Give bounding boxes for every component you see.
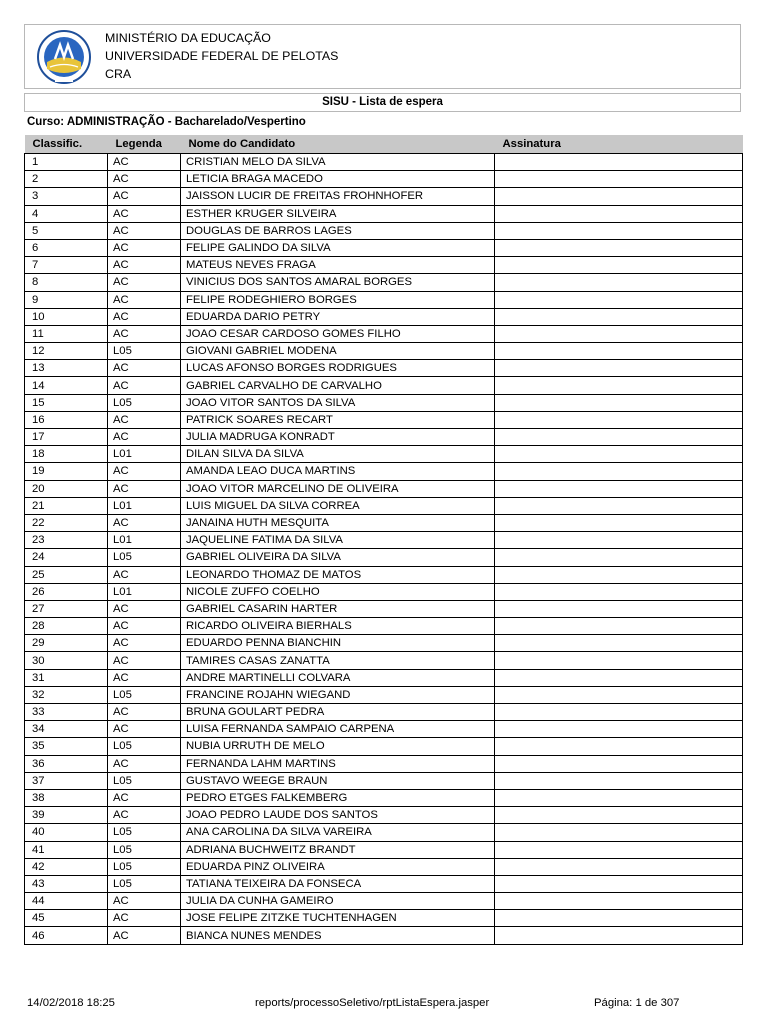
cell-nome: BIANCA NUNES MENDES [181, 927, 495, 944]
cell-nome: ADRIANA BUCHWEITZ BRANDT [181, 841, 495, 858]
cell-classific: 30 [25, 652, 108, 669]
cell-nome: VINICIUS DOS SANTOS AMARAL BORGES [181, 274, 495, 291]
cell-nome: DILAN SILVA DA SILVA [181, 446, 495, 463]
cell-assinatura [495, 686, 743, 703]
cell-assinatura [495, 154, 743, 171]
cell-nome: ANDRE MARTINELLI COLVARA [181, 669, 495, 686]
cell-classific: 46 [25, 927, 108, 944]
cell-nome: AMANDA LEAO DUCA MARTINS [181, 463, 495, 480]
cell-assinatura [495, 927, 743, 944]
cell-assinatura [495, 429, 743, 446]
cell-assinatura [495, 807, 743, 824]
cell-classific: 45 [25, 910, 108, 927]
cell-legenda: L05 [108, 824, 181, 841]
cell-assinatura [495, 239, 743, 256]
cell-assinatura [495, 652, 743, 669]
table-row [25, 566, 743, 583]
cell-legenda: L05 [108, 858, 181, 875]
cell-classific: 1 [25, 154, 108, 171]
cell-assinatura [495, 704, 743, 721]
cell-classific: 16 [25, 411, 108, 428]
cell-classific: 12 [25, 343, 108, 360]
cell-legenda: AC [108, 239, 181, 256]
cell-nome: FELIPE RODEGHIERO BORGES [181, 291, 495, 308]
cell-nome: FERNANDA LAHM MARTINS [181, 755, 495, 772]
table-row [25, 789, 743, 806]
cell-legenda: L05 [108, 549, 181, 566]
cell-classific: 14 [25, 377, 108, 394]
cell-nome: BRUNA GOULART PEDRA [181, 704, 495, 721]
cell-nome: GABRIEL CASARIN HARTER [181, 600, 495, 617]
cell-classific: 42 [25, 858, 108, 875]
cell-assinatura [495, 360, 743, 377]
cell-legenda: L05 [108, 686, 181, 703]
cell-classific: 21 [25, 497, 108, 514]
cell-legenda: L05 [108, 394, 181, 411]
cell-nome: DOUGLAS DE BARROS LAGES [181, 222, 495, 239]
cell-classific: 20 [25, 480, 108, 497]
cell-assinatura [495, 343, 743, 360]
table-row [25, 927, 743, 944]
cell-assinatura [495, 394, 743, 411]
cell-classific: 17 [25, 429, 108, 446]
cell-classific: 43 [25, 875, 108, 892]
report-path: reports/processoSeletivo/rptListaEspera.jasper [255, 997, 490, 1009]
cell-legenda: L01 [108, 446, 181, 463]
cell-nome: TAMIRES CASAS ZANATTA [181, 652, 495, 669]
table-row [25, 257, 743, 274]
cell-nome: PEDRO ETGES FALKEMBERG [181, 789, 495, 806]
cell-nome: JULIA DA CUNHA GAMEIRO [181, 893, 495, 910]
cell-assinatura [495, 205, 743, 222]
table-row [25, 429, 743, 446]
university-name: UNIVERSIDADE FEDERAL DE PELOTAS [105, 49, 339, 63]
table-row [25, 704, 743, 721]
cell-classific: 31 [25, 669, 108, 686]
cell-nome: EDUARDO PENNA BIANCHIN [181, 635, 495, 652]
cell-assinatura [495, 171, 743, 188]
table-row [25, 446, 743, 463]
cell-assinatura [495, 325, 743, 342]
cell-nome: FELIPE GALINDO DA SILVA [181, 239, 495, 256]
cell-nome: GABRIEL OLIVEIRA DA SILVA [181, 549, 495, 566]
page-number: Página: 1 de 307 [594, 997, 680, 1009]
cell-assinatura [495, 514, 743, 531]
table-row [25, 738, 743, 755]
cell-legenda: AC [108, 566, 181, 583]
cell-legenda: AC [108, 618, 181, 635]
cell-nome: JOAO VITOR SANTOS DA SILVA [181, 394, 495, 411]
cell-classific: 5 [25, 222, 108, 239]
table-row [25, 635, 743, 652]
table-row [25, 652, 743, 669]
cell-legenda: AC [108, 480, 181, 497]
cell-nome: FRANCINE ROJAHN WIEGAND [181, 686, 495, 703]
cell-legenda: AC [108, 755, 181, 772]
cell-legenda: L05 [108, 772, 181, 789]
cell-nome: JOAO CESAR CARDOSO GOMES FILHO [181, 325, 495, 342]
cell-nome: EDUARDA PINZ OLIVEIRA [181, 858, 495, 875]
cell-nome: LUCAS AFONSO BORGES RODRIGUES [181, 360, 495, 377]
cell-assinatura [495, 257, 743, 274]
cell-classific: 13 [25, 360, 108, 377]
cell-assinatura [495, 583, 743, 600]
table-row [25, 721, 743, 738]
waiting-list-table [24, 135, 743, 945]
table-row [25, 583, 743, 600]
cell-classific: 11 [25, 325, 108, 342]
cell-legenda: AC [108, 635, 181, 652]
table-row [25, 171, 743, 188]
cell-classific: 32 [25, 686, 108, 703]
table-row [25, 549, 743, 566]
table-row [25, 222, 743, 239]
cell-nome: GUSTAVO WEEGE BRAUN [181, 772, 495, 789]
cell-classific: 10 [25, 308, 108, 325]
table-row [25, 205, 743, 222]
cell-assinatura [495, 566, 743, 583]
cell-assinatura [495, 618, 743, 635]
cell-assinatura [495, 446, 743, 463]
table-row [25, 755, 743, 772]
cell-nome: LETICIA BRAGA MACEDO [181, 171, 495, 188]
cell-legenda: L05 [108, 343, 181, 360]
cell-classific: 37 [25, 772, 108, 789]
cell-legenda: L01 [108, 583, 181, 600]
cell-legenda: AC [108, 188, 181, 205]
cell-assinatura [495, 893, 743, 910]
cell-nome: JOAO PEDRO LAUDE DOS SANTOS [181, 807, 495, 824]
page-title: SISU - Lista de espera [24, 93, 741, 112]
cell-legenda: L05 [108, 841, 181, 858]
cell-assinatura [495, 222, 743, 239]
cell-assinatura [495, 841, 743, 858]
table-row [25, 893, 743, 910]
table-row [25, 325, 743, 342]
cell-classific: 15 [25, 394, 108, 411]
cell-classific: 29 [25, 635, 108, 652]
cell-legenda: AC [108, 360, 181, 377]
column-header-nome: Nome do Candidato [181, 135, 495, 154]
cell-classific: 27 [25, 600, 108, 617]
cell-assinatura [495, 875, 743, 892]
cell-classific: 24 [25, 549, 108, 566]
cell-legenda: AC [108, 205, 181, 222]
column-header-legenda: Legenda [108, 135, 181, 154]
cell-legenda: AC [108, 927, 181, 944]
table-row [25, 291, 743, 308]
table-row [25, 154, 743, 171]
table-row [25, 875, 743, 892]
cell-legenda: AC [108, 600, 181, 617]
table-row [25, 239, 743, 256]
cell-nome: TATIANA TEIXEIRA DA FONSECA [181, 875, 495, 892]
cell-legenda: AC [108, 789, 181, 806]
table-row [25, 343, 743, 360]
cell-legenda: L01 [108, 532, 181, 549]
cell-assinatura [495, 549, 743, 566]
cell-nome: MATEUS NEVES FRAGA [181, 257, 495, 274]
cell-legenda: AC [108, 154, 181, 171]
table-row [25, 669, 743, 686]
cell-legenda: AC [108, 463, 181, 480]
table-row [25, 772, 743, 789]
cell-legenda: AC [108, 222, 181, 239]
cell-assinatura [495, 463, 743, 480]
column-header-assinatura: Assinatura [495, 135, 743, 154]
cell-nome: PATRICK SOARES RECART [181, 411, 495, 428]
cell-assinatura [495, 532, 743, 549]
cell-assinatura [495, 308, 743, 325]
cell-nome: GIOVANI GABRIEL MODENA [181, 343, 495, 360]
cell-assinatura [495, 669, 743, 686]
table-header-row [25, 135, 743, 154]
cell-assinatura [495, 188, 743, 205]
cell-classific: 2 [25, 171, 108, 188]
table-row [25, 360, 743, 377]
cell-nome: ESTHER KRUGER SILVEIRA [181, 205, 495, 222]
cell-classific: 35 [25, 738, 108, 755]
cell-nome: JULIA MADRUGA KONRADT [181, 429, 495, 446]
cell-legenda: L05 [108, 875, 181, 892]
cell-legenda: AC [108, 257, 181, 274]
cell-legenda: AC [108, 411, 181, 428]
cell-classific: 7 [25, 257, 108, 274]
cell-classific: 22 [25, 514, 108, 531]
cell-nome: NICOLE ZUFFO COELHO [181, 583, 495, 600]
cell-assinatura [495, 772, 743, 789]
table-row [25, 910, 743, 927]
table-row [25, 377, 743, 394]
cell-assinatura [495, 377, 743, 394]
cell-nome: LUIS MIGUEL DA SILVA CORREA [181, 497, 495, 514]
cell-nome: LEONARDO THOMAZ DE MATOS [181, 566, 495, 583]
cell-legenda: AC [108, 171, 181, 188]
table-row [25, 807, 743, 824]
cell-classific: 39 [25, 807, 108, 824]
cell-legenda: AC [108, 704, 181, 721]
table-row [25, 600, 743, 617]
table-row [25, 514, 743, 531]
table-row [25, 858, 743, 875]
cell-classific: 23 [25, 532, 108, 549]
cell-assinatura [495, 721, 743, 738]
cell-nome: JAISSON LUCIR DE FREITAS FROHNHOFER [181, 188, 495, 205]
cell-legenda: AC [108, 291, 181, 308]
cell-nome: JANAINA HUTH MESQUITA [181, 514, 495, 531]
cell-assinatura [495, 497, 743, 514]
cell-assinatura [495, 738, 743, 755]
cell-classific: 9 [25, 291, 108, 308]
cell-legenda: AC [108, 669, 181, 686]
table-row [25, 188, 743, 205]
table-row [25, 686, 743, 703]
table-row [25, 394, 743, 411]
cell-classific: 44 [25, 893, 108, 910]
cell-classific: 41 [25, 841, 108, 858]
cell-classific: 33 [25, 704, 108, 721]
cell-assinatura [495, 600, 743, 617]
cell-nome: EDUARDA DARIO PETRY [181, 308, 495, 325]
table-row [25, 411, 743, 428]
table-row [25, 480, 743, 497]
cell-nome: NUBIA URRUTH DE MELO [181, 738, 495, 755]
cell-classific: 8 [25, 274, 108, 291]
cell-classific: 36 [25, 755, 108, 772]
cell-legenda: AC [108, 910, 181, 927]
cell-classific: 34 [25, 721, 108, 738]
ufpel-seal-icon [33, 29, 95, 85]
cell-assinatura [495, 411, 743, 428]
cell-classific: 38 [25, 789, 108, 806]
table-row [25, 497, 743, 514]
cell-assinatura [495, 291, 743, 308]
cell-legenda: AC [108, 429, 181, 446]
table-row [25, 308, 743, 325]
cell-nome: JAQUELINE FATIMA DA SILVA [181, 532, 495, 549]
cell-legenda: AC [108, 807, 181, 824]
cell-classific: 6 [25, 239, 108, 256]
cell-classific: 25 [25, 566, 108, 583]
cell-assinatura [495, 858, 743, 875]
cell-assinatura [495, 789, 743, 806]
table-row [25, 824, 743, 841]
cell-nome: LUISA FERNANDA SAMPAIO CARPENA [181, 721, 495, 738]
cell-assinatura [495, 755, 743, 772]
cell-legenda: AC [108, 721, 181, 738]
cell-nome: CRISTIAN MELO DA SILVA [181, 154, 495, 171]
cell-nome: GABRIEL CARVALHO DE CARVALHO [181, 377, 495, 394]
cell-legenda: AC [108, 893, 181, 910]
cell-classific: 19 [25, 463, 108, 480]
cell-nome: JOSE FELIPE ZITZKE TUCHTENHAGEN [181, 910, 495, 927]
table-row [25, 618, 743, 635]
course-label: Curso: ADMINISTRAÇÃO - Bacharelado/Vespertino [27, 116, 306, 128]
cell-assinatura [495, 635, 743, 652]
ministry-name: MINISTÉRIO DA EDUCAÇÃO [105, 31, 271, 45]
cell-classific: 28 [25, 618, 108, 635]
department-name: CRA [105, 67, 132, 81]
cell-nome: RICARDO OLIVEIRA BIERHALS [181, 618, 495, 635]
cell-legenda: AC [108, 514, 181, 531]
cell-legenda: AC [108, 377, 181, 394]
cell-classific: 40 [25, 824, 108, 841]
document-header [24, 24, 741, 89]
cell-legenda: AC [108, 325, 181, 342]
table-row [25, 841, 743, 858]
cell-legenda: AC [108, 308, 181, 325]
table-row [25, 463, 743, 480]
column-header-classific: Classific. [25, 135, 108, 154]
cell-assinatura [495, 910, 743, 927]
cell-legenda: L05 [108, 738, 181, 755]
cell-classific: 18 [25, 446, 108, 463]
cell-assinatura [495, 274, 743, 291]
cell-nome: JOAO VITOR MARCELINO DE OLIVEIRA [181, 480, 495, 497]
table-row [25, 274, 743, 291]
cell-legenda: L01 [108, 497, 181, 514]
cell-classific: 3 [25, 188, 108, 205]
print-datetime: 14/02/2018 18:25 [27, 997, 115, 1009]
cell-assinatura [495, 480, 743, 497]
cell-legenda: AC [108, 652, 181, 669]
cell-nome: ANA CAROLINA DA SILVA VAREIRA [181, 824, 495, 841]
cell-assinatura [495, 824, 743, 841]
cell-classific: 26 [25, 583, 108, 600]
cell-classific: 4 [25, 205, 108, 222]
cell-legenda: AC [108, 274, 181, 291]
table-row [25, 532, 743, 549]
